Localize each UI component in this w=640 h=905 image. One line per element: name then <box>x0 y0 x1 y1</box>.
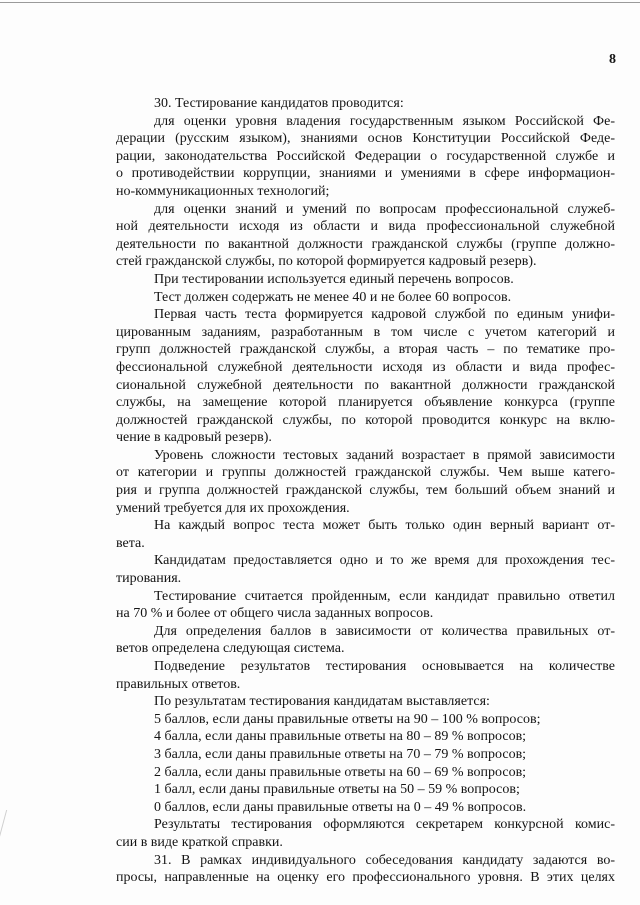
text-line: рации, законодательства Российской Федерации о государственной службе и <box>116 148 615 164</box>
text-line: стей гражданской службы, по которой формируется кадровый резерв). <box>116 254 537 270</box>
text-line: на 70 % и более от общего числа заданных вопросов. <box>116 606 434 622</box>
text-line: умений требуется для их прохождения. <box>116 500 350 516</box>
text-line: сии в виде краткой справки. <box>116 834 283 850</box>
text-line: групп должностей гражданской службы, а вторая часть – по тематике про- <box>116 342 615 358</box>
text-line: Тестирование считается пройденным, если кандидат правильно ответил <box>154 588 615 604</box>
text-line: Тест должен содержать не менее 40 и не более 60 вопросов. <box>154 289 512 305</box>
text-line: просы, направленные на оценку его профессионального уровня. В этих целях <box>116 870 615 886</box>
text-line: По результатам тестирования кандидатам выставляется: <box>154 694 490 710</box>
text-line: фессиональной служебной деятельности исходя из области и вида профес- <box>116 359 615 375</box>
text-line: для оценки знаний и умений по вопросам профессиональной служеб- <box>154 201 615 217</box>
text-line: должностей гражданской службы, по которой проводится конкурс на вклю- <box>116 412 615 428</box>
text-line: тирования. <box>116 571 182 587</box>
document-body <box>116 95 615 887</box>
text-line: вета. <box>116 535 145 551</box>
scan-edge-mark <box>0 810 23 856</box>
text-line: ветов определена следующая система. <box>116 641 345 657</box>
text-line: от категории и группы должностей гражданской службы. Чем выше катего- <box>116 465 615 481</box>
text-line: правильных ответов. <box>116 676 241 692</box>
text-line: для оценки уровня владения государственным языком Российской Фе- <box>154 113 615 129</box>
text-line: Подведение результатов тестирования основывается на количестве <box>154 659 615 674</box>
text-line: 5 баллов, если даны правильные ответы на 90 – 100 % вопросов; <box>154 711 541 727</box>
text-line: На каждый вопрос теста может быть только один верный вариант от- <box>154 518 615 534</box>
text-line: 2 балла, если даны правильные ответы на 60 – 69 % вопросов; <box>154 764 527 780</box>
text-line: ной деятельности исходя из области и вида профессиональной служебной <box>116 219 615 235</box>
text-line: Результаты тестирования оформляются секретарем конкурсной комис- <box>154 817 615 833</box>
text-line: Уровень сложности тестовых заданий возрастает в прямой зависимости <box>154 447 615 463</box>
text-line: Первая часть теста формируется кадровой службой по единым унифи- <box>154 307 615 323</box>
text-line: 0 баллов, если даны правильные ответы на 0 – 49 % вопросов. <box>154 799 527 815</box>
text-line: чение в кадровый резерв). <box>116 430 272 446</box>
text-line: деятельности по вакантной должности гражданской службы (группе должно- <box>116 236 615 252</box>
text-line: Кандидатам предоставляется одно и то же время для прохождения тес- <box>154 553 615 569</box>
text-line: 31. В рамках индивидуального собеседования кандидату задаются во- <box>154 852 615 868</box>
text-line: но-коммуникационных технологий; <box>116 183 330 199</box>
text-line: сиональной служебной деятельности по вакантной должности гражданской <box>116 377 615 393</box>
text-line: 4 балла, если даны правильные ответы на 80 – 89 % вопросов; <box>154 729 527 745</box>
text-line: цированным заданиям, разработанным в том числе с учетом категорий и <box>116 324 615 340</box>
text-line: рия и группа должностей гражданской службы, тем больший объем знаний и <box>116 483 615 499</box>
page-number: 8 <box>609 52 616 67</box>
text-line: Для определения баллов в зависимости от количества правильных от- <box>154 623 615 639</box>
text-line: о противодействии коррупции, знаниями и умениями в сфере информацион- <box>116 166 615 182</box>
top-rule <box>0 2 640 3</box>
text-line: 30. Тестирование кандидатов проводится: <box>154 96 404 111</box>
text-line: дерации (русским языком), знаниями основ Конституции Российской Феде- <box>116 131 615 147</box>
text-line: 3 балла, если даны правильные ответы на 70 – 79 % вопросов; <box>154 746 527 762</box>
text-line: 1 балл, если даны правильные ответы на 50 – 59 % вопросов; <box>154 782 520 798</box>
text-line: службы, на замещение которой планируется объявление конкурса (группе <box>116 395 615 411</box>
text-line: При тестировании используется единый перечень вопросов. <box>154 271 514 287</box>
